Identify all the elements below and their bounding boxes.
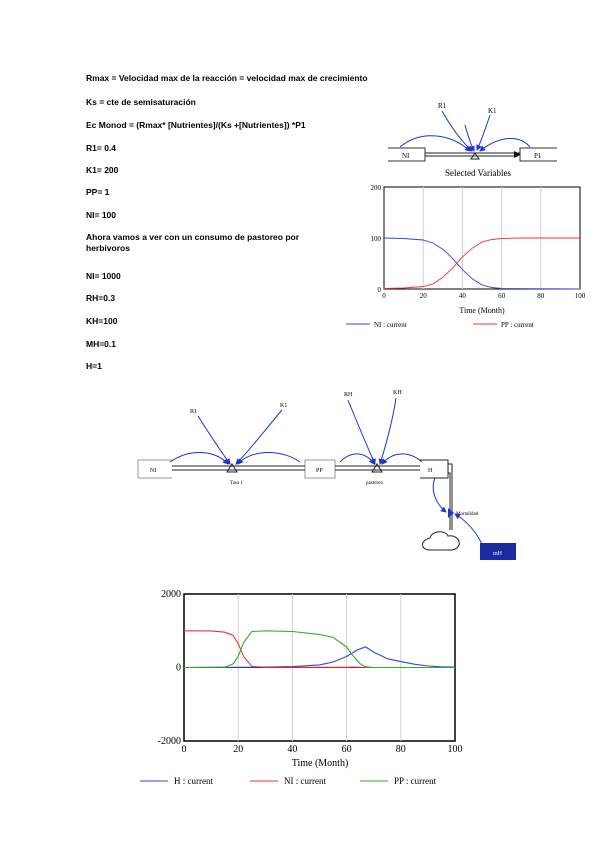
aux-mh-label: mH <box>493 551 502 557</box>
stock-ni-label: NI <box>402 152 410 160</box>
flow-label-tasa: Tasa 1 <box>230 481 243 486</box>
x-tick-label: 20 <box>419 292 427 300</box>
valve-icon <box>372 464 382 472</box>
x-tick-label: 20 <box>233 744 244 755</box>
stock-flow-diagram-2 <box>130 380 530 565</box>
cloud-sink-icon <box>423 532 460 550</box>
text-line: NI= 100 <box>86 210 117 220</box>
text-line: KH=100 <box>86 316 118 326</box>
legend-label-pp: PP : current <box>501 321 534 329</box>
text-line: RH=0.3 <box>86 293 116 303</box>
y-tick-label: -2000 <box>157 736 181 747</box>
link-arrow <box>198 416 230 464</box>
link-arrow <box>433 478 446 512</box>
x-tick-label: 40 <box>458 292 466 300</box>
legend-label-ni: NI : current <box>374 321 407 329</box>
text-line: Ec Monod = (Rmax* [Nutrientes]/(Ks +[Nutrientes]) *P1 <box>86 120 306 130</box>
stock-p1-label: P1 <box>534 152 542 160</box>
legend-label-pp: PP : current <box>394 776 437 786</box>
flow-pipe <box>448 473 450 530</box>
chart-selected-variables <box>338 163 588 333</box>
chart-title: Selected Variables <box>444 168 512 178</box>
link-arrow <box>380 398 396 464</box>
link-arrow <box>465 125 474 151</box>
chart-simulation-herbivory <box>140 588 470 798</box>
link-arrow <box>236 410 282 464</box>
aux-r1-label: R1 <box>190 409 198 415</box>
x-tick-label: 100 <box>574 292 586 300</box>
link-arrow <box>455 514 482 544</box>
y-tick-label: 0 <box>377 286 381 294</box>
valve-icon <box>227 464 237 472</box>
text-line: Ahora vamos a ver con un consumo de pastoreo por herbívoros <box>86 232 300 253</box>
link-arrow <box>238 452 300 464</box>
legend-label-h: H : current <box>174 776 213 786</box>
x-tick-label: 0 <box>181 744 187 755</box>
link-arrow <box>340 454 374 464</box>
stock-ni-label: NI <box>150 468 157 474</box>
stock-h-label: H <box>428 468 433 474</box>
x-tick-label: 80 <box>537 292 545 300</box>
text-line: R1= 0.4 <box>86 143 117 153</box>
y-tick-label: 0 <box>176 662 181 674</box>
x-axis-label: Time (Month) <box>459 306 505 315</box>
x-tick-label: 0 <box>382 292 386 300</box>
aux-rh-label: RH <box>344 392 353 398</box>
x-tick-label: 80 <box>395 744 406 755</box>
x-tick-label: 40 <box>287 744 298 755</box>
aux-kh-label: KH <box>393 390 402 396</box>
link-arrow <box>382 454 422 464</box>
text-line: H=1 <box>86 361 102 371</box>
stock-flow-diagram-1 <box>380 95 580 170</box>
x-tick-label: 60 <box>498 292 506 300</box>
aux-r1-label: R1 <box>438 102 447 110</box>
text-line: NI= 1000 <box>86 271 121 281</box>
text-line: Rmax = Velocidad max de la reacción = velocidad max de crecimiento <box>86 73 368 83</box>
x-tick-label: 60 <box>341 744 352 755</box>
legend-label-ni: NI : current <box>284 776 326 786</box>
stock-pp-label: PP <box>316 468 323 474</box>
x-tick-label: 100 <box>447 744 463 755</box>
link-arrow <box>170 452 228 464</box>
flow-label-pastoreo: pastoreo <box>366 481 383 486</box>
text-line: Ks = cte de semisaturación <box>86 97 196 107</box>
y-tick-label: 100 <box>370 235 381 243</box>
link-arrow <box>480 138 530 151</box>
valve-icon <box>448 508 454 518</box>
x-axis-label: Time (Month) <box>291 758 349 769</box>
text-line: K1= 200 <box>86 165 119 175</box>
text-line: MH=0.1 <box>86 339 116 349</box>
flow-label-mortalidad: Mortalidad <box>456 512 479 517</box>
y-tick-label: 200 <box>370 184 381 192</box>
y-tick-label: 2000 <box>161 589 181 600</box>
aux-k1-label: K1 <box>280 403 288 409</box>
aux-k1-label: K1 <box>488 107 497 115</box>
text-line: PP= 1 <box>86 187 110 197</box>
link-arrow <box>477 115 490 150</box>
link-arrow <box>442 111 472 151</box>
stock-h-box <box>420 460 448 478</box>
